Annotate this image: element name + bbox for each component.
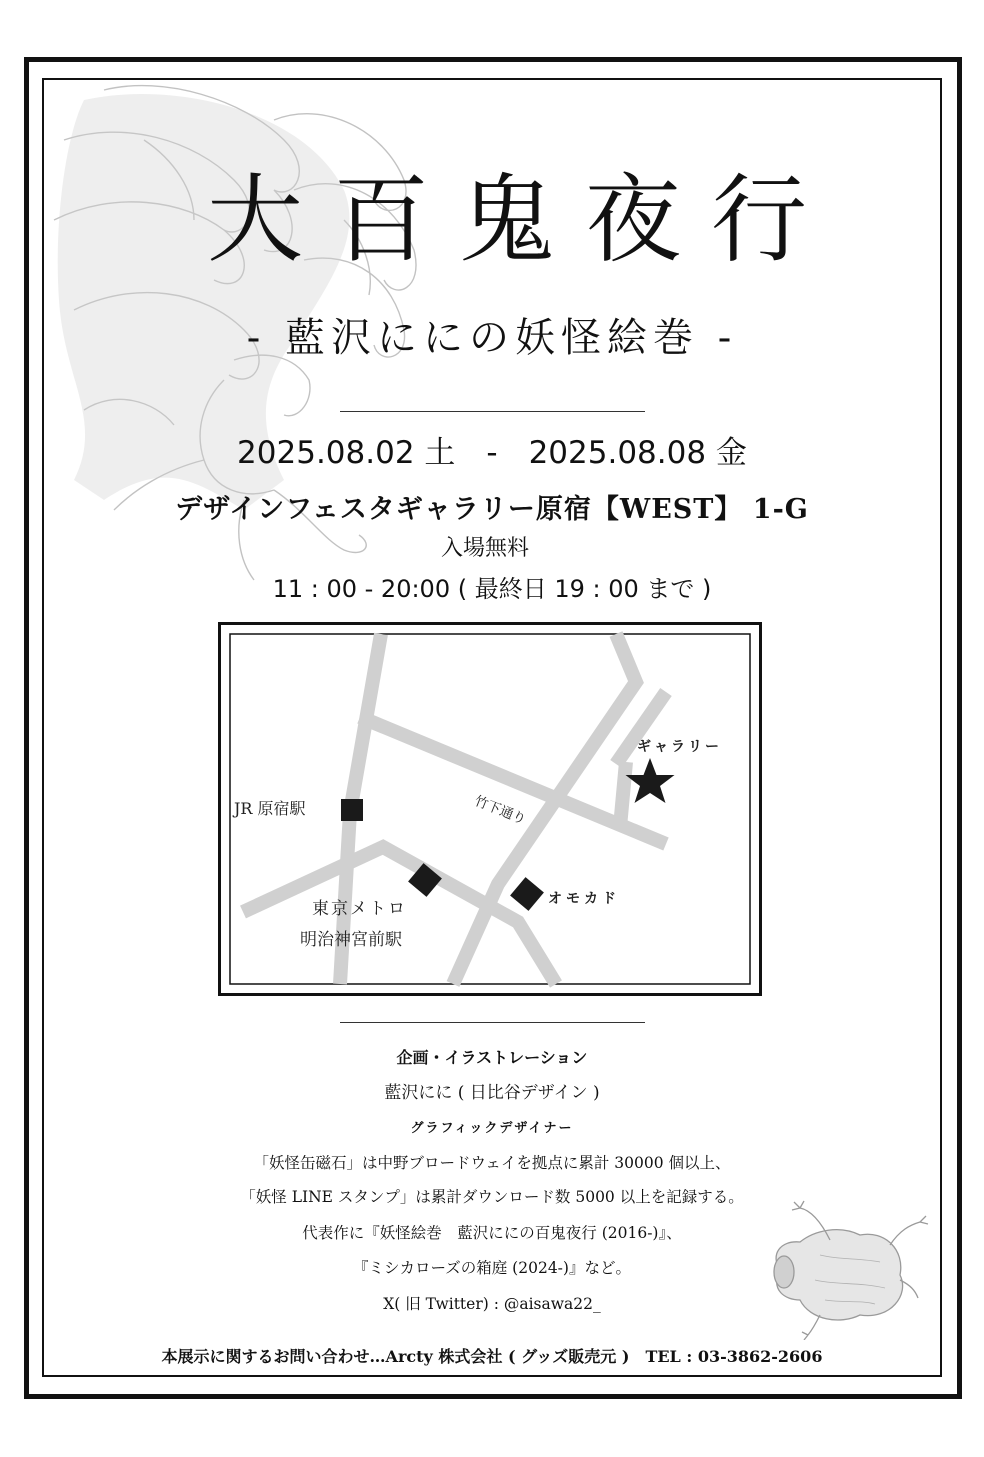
divider-bottom xyxy=(340,1022,645,1023)
credit-works-line1: 代表作に『妖怪絵巻 藍沢ににの百鬼夜行 (2016-)』、 xyxy=(302,1224,682,1242)
credit-artist: 藍沢にに ( 日比谷デザイン ) xyxy=(384,1083,600,1103)
admission-note: 入場無料 xyxy=(440,536,529,561)
gallery-label: ギャラリー xyxy=(637,739,722,755)
contact-footer: 本展示に関するお問い合わせ…Arcty 株式会社 ( グッズ販売元 ) TEL : 03-3862-2606 xyxy=(161,1347,823,1366)
metro-label-line2: 明治神宮前駅 xyxy=(300,930,402,950)
event-dates: 2025.08.02 土 - 2025.08.08 金 xyxy=(237,435,747,471)
credit-bio-line2: 「妖怪 LINE スタンプ」は累計ダウンロード数 5000 以上を記録する。 xyxy=(240,1188,744,1206)
credit-social: X( 旧 Twitter) : @aisawa22_ xyxy=(383,1295,601,1313)
jr-station-marker xyxy=(341,799,363,821)
jr-station-label: JR 原宿駅 xyxy=(234,799,306,818)
omokado-label: オモカド xyxy=(548,891,620,907)
poster-subtitle: - 藍沢ににの妖怪絵巻 - xyxy=(246,315,738,361)
credit-works-line2: 『ミシカローズの箱庭 (2024-)』など。 xyxy=(353,1259,631,1277)
credit-role: 企画・イラストレーション xyxy=(396,1048,588,1067)
metro-label-line1: 東京メトロ xyxy=(312,899,407,919)
poster-title: 大百鬼夜行 xyxy=(207,164,837,276)
yokai-creature-illustration xyxy=(760,1200,930,1340)
venue-name: デザインフェスタギャラリー原宿【WEST】 1-G xyxy=(175,494,809,525)
opening-hours: 11 : 00 - 20:00 ( 最終日 19 : 00 まで ) xyxy=(272,575,712,603)
divider-top xyxy=(340,411,645,412)
access-map xyxy=(218,622,762,996)
credit-bio-line1: 「妖怪缶磁石」は中野ブロードウェイを拠点に累計 30000 個以上、 xyxy=(253,1154,731,1172)
street-label: 竹下通り xyxy=(472,792,529,829)
credit-profession: グラフィックデザイナー xyxy=(410,1121,574,1136)
